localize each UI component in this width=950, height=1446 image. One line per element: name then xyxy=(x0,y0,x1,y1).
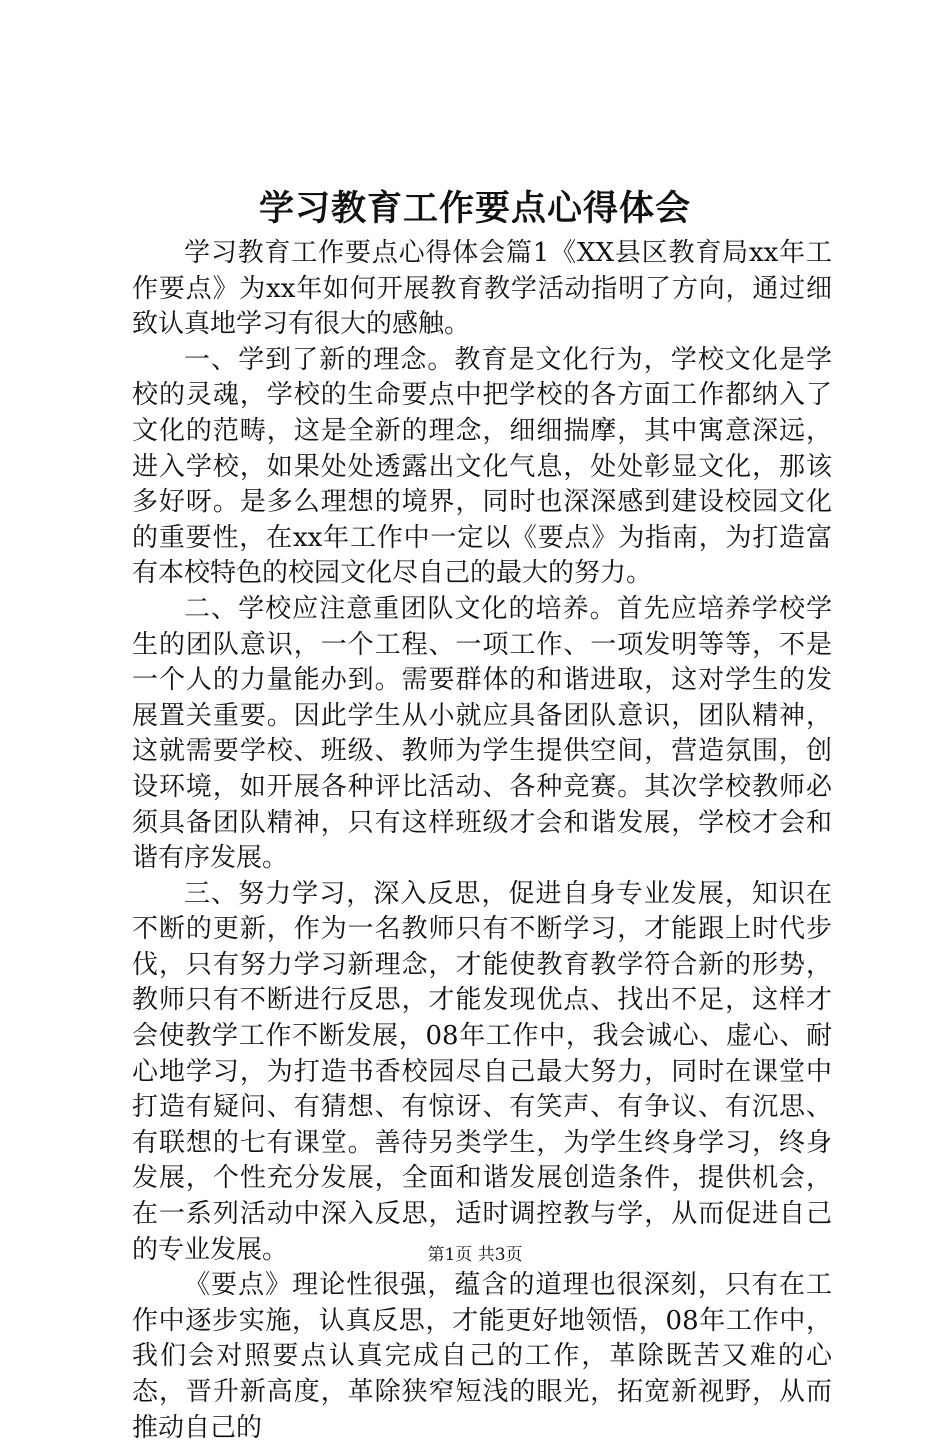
paragraph-section-3: 三、努力学习，深入反思，促进自身专业发展，知识在不断的更新，作为一名教师只有不断学习，才能跟上时代步伐，只有努力学习新理念，才能使教育教学符合新的形势，教师只有不断进行反思，才能发现优点、找出不足，这样才会使教学工作不断发展，08年工作中，我会诚心、虚心、耐心地学习，为打造书香校园尽自己最大努力，同时在课堂中打造有疑问、有猜想、有惊讶、有笑声、有争议、有沉思、有联想的七有课堂。善待另类学生，为学生终身学习，终身发展，个性充分发展，全面和谐发展创造条件，提供机会，在一系列活动中深入反思，适时调控教与学，从而促进自己的专业发展。 xyxy=(132,878,832,1265)
page-number-footer: 第1页 共3页 xyxy=(427,1245,523,1265)
paragraph-section-1: 一、学到了新的理念。教育是文化行为，学校文化是学校的灵魂，学校的生命要点中把学校的各方面工作都纳入了文化的范畴，这是全新的理念，细细揣摩，其中寓意深远，进入学校，如果处处透露出文化气息，处处彰显文化，那该多好呀。是多么理想的境界，同时也深深感到建设校园文化的重要性，在xx年工作中一定以《要点》为指南，为打造富有本校特色的校园文化尽自己的最大的努力。 xyxy=(132,344,832,589)
paragraph-intro: 学习教育工作要点心得体会篇1《XX县区教育局xx年工作要点》为xx年如何开展教育教学活动指明了方向，通过细致认真地学习有很大的感触。 xyxy=(132,238,832,340)
paragraph-section-2: 二、学校应注意重团队文化的培养。首先应培养学校学生的团队意识，一个工程、一项工作、一项发明等等，不是一个人的力量能办到。需要群体的和谐进取，这对学生的发展置关重要。因此学生从小就应具备团队意识，团队精神，这就需要学校、班级、教师为学生提供空间，营造氛围，创设环境，如开展各种评比活动、各种竞赛。其次学校教师必须具备团队精神，只有这样班级才会和谐发展，学校才会和谐有序发展。 xyxy=(132,593,832,874)
document-title: 学习教育工作要点心得体会 xyxy=(258,188,691,229)
paragraph-conclusion: 《要点》理论性很强，蕴含的道理也很深刻，只有在工作中逐步实施，认真反思，才能更好地领悟，08年工作中，我们会对照要点认真完成自己的工作，革除既苦又难的心态，晋升新高度，革除狭窄短浅的眼光，拓宽新视野，从而推动自己的 xyxy=(132,1270,832,1443)
